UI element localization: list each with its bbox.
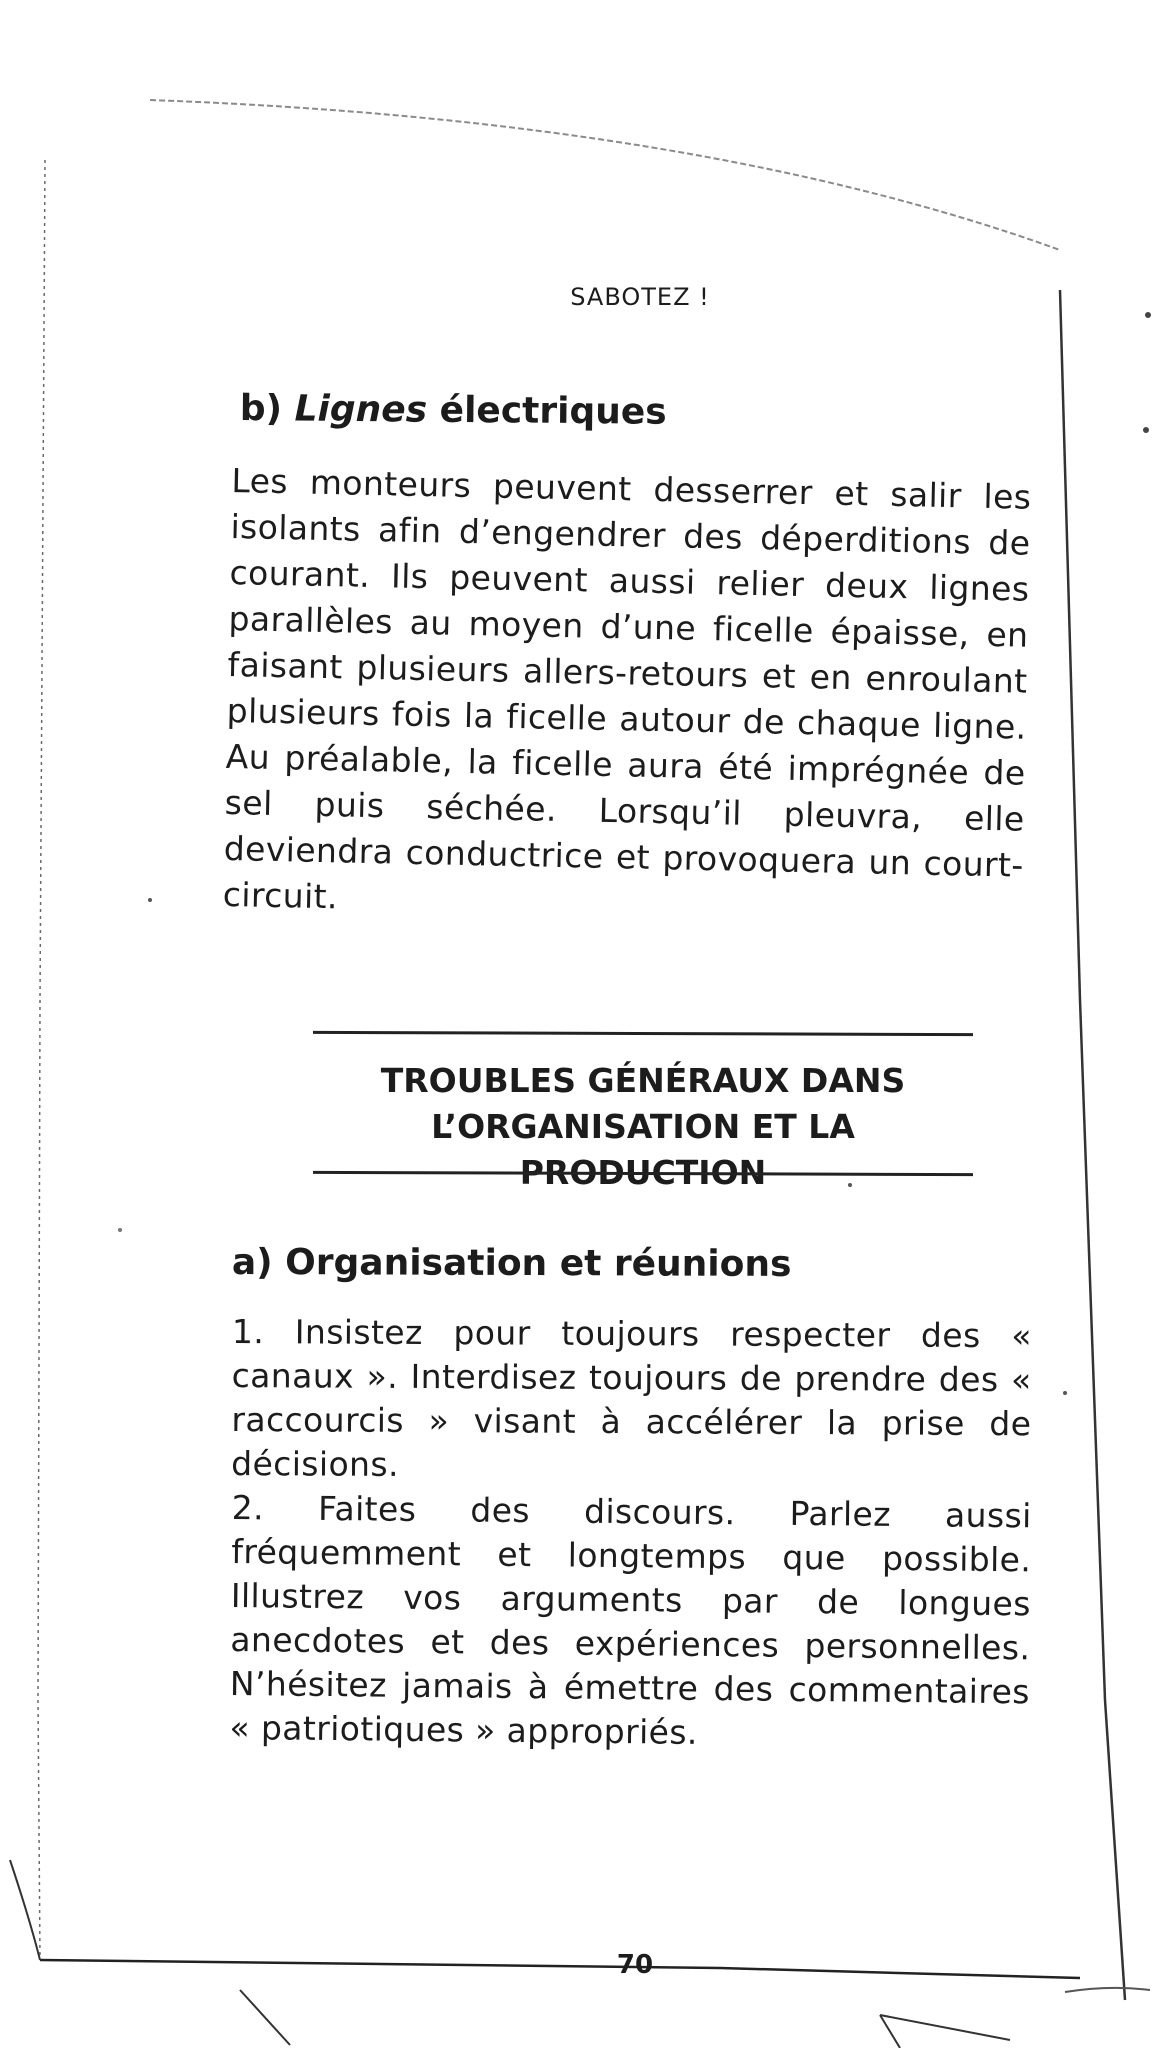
- running-head: SABOTEZ !: [570, 283, 710, 311]
- page-top-curve: [150, 100, 1060, 250]
- paragraph-lignes-electriques: Les monteurs peuvent desserrer et salir les isolants afin d’engendrer des déperditions de courant. Ils peuvent aussi relier deux lignes parallèles au moyen d’une ficelle épaisse, en faisant plusieurs allers-retours et en enroulant plusieurs fois la ficelle autour de chaque ligne. Au préalable, la ficelle aura été imprégnée de sel puis séchée. Lorsqu’il pleuvra, elle deviendra conductrice et provoquera un court-circuit.: [222, 460, 1032, 917]
- page-corner-curl: [880, 2015, 1010, 2048]
- list-item-1: 1. Insistez pour toujours respecter des « canaux ». Interdisez toujours de prendre des « raccourcis » visant à accélérer la prise de décisions.: [231, 1312, 1032, 1484]
- page-left-edge: [38, 160, 45, 1960]
- scan-speck: [1063, 1391, 1067, 1395]
- scan-speck: [118, 1228, 122, 1232]
- page-bottom-curl: [240, 1990, 290, 2045]
- scan-speck: [148, 898, 152, 902]
- section-heading-organisation: a) Organisation et réunions: [231, 1242, 792, 1285]
- chapter-title-line-1: TROUBLES GÉNÉRAUX DANS: [380, 1061, 906, 1100]
- heading-rest: électriques: [426, 389, 667, 433]
- scan-speck: [1143, 427, 1149, 433]
- page-right-edge: [1060, 290, 1125, 2000]
- page-left-curl: [10, 1860, 40, 1960]
- page-number: 70: [616, 1950, 654, 1980]
- scan-speck: [1145, 312, 1151, 318]
- page-right-corner: [1065, 1988, 1150, 1992]
- section-heading-lignes-electriques: [240, 388, 667, 433]
- chapter-title-line-2: L’ORGANISATION ET LA PRODUCTION: [431, 1107, 855, 1192]
- heading-italic-word: Lignes: [294, 388, 428, 431]
- heading-prefix: b): [239, 388, 295, 430]
- list-item-2: 2. Faites des discours. Parlez aussi fréquemment et longtemps que possible. Illustrez vos arguments par de longues anecdotes et des expériences personnelles. N’hésitez jamais à émettre des commentaires « patriotiques » appropriés.: [229, 1487, 1032, 1752]
